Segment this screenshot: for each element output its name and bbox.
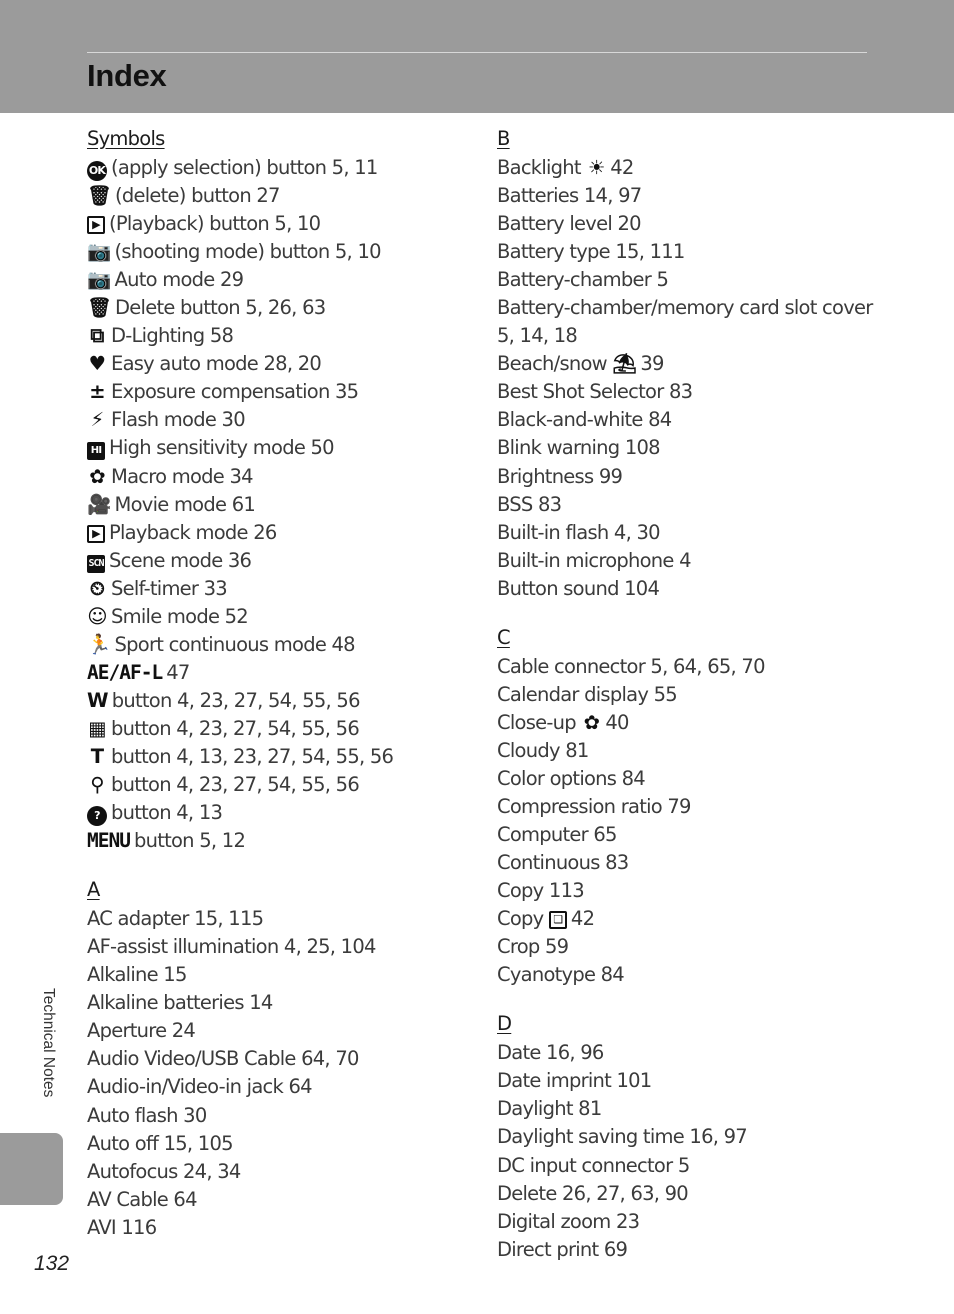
entry-text: (shooting mode) button 5, 10	[114, 240, 381, 264]
ok-icon: OK	[87, 161, 107, 181]
entry-text: Copy 113	[497, 879, 584, 903]
index-entry	[497, 849, 897, 877]
index-entry	[497, 575, 897, 603]
entry-text: 5, 14, 18	[497, 324, 578, 348]
index-entry	[497, 294, 897, 322]
entry-text: BSS 83	[497, 492, 562, 516]
zoom-tele-icon: T	[90, 744, 104, 768]
smile-icon: ☺	[87, 604, 107, 628]
entry-text: 39	[640, 352, 664, 376]
index-entry	[87, 827, 477, 855]
index-entry	[497, 322, 897, 350]
index-entry	[497, 1208, 897, 1236]
entry-text: button 5, 12	[133, 829, 246, 853]
index-entry	[497, 406, 897, 434]
index-entry	[87, 266, 477, 294]
entry-text: Cyanotype 84	[497, 963, 624, 987]
self-timer-icon: ⏲	[89, 576, 105, 600]
entry-text: Backlight	[497, 156, 581, 179]
entry-text: Built-in flash 4, 30	[497, 520, 660, 544]
entry-text: Flash mode 30	[111, 408, 245, 432]
entry-text: Easy auto mode 28, 20	[111, 352, 322, 376]
page-title: Index	[87, 58, 167, 93]
index-entry	[497, 765, 897, 793]
entry-text: Alkaline 15	[87, 963, 187, 987]
entry-text: Black-and-white 84	[497, 408, 672, 432]
beach-snow-icon: ⛱	[612, 352, 637, 376]
index-entry	[87, 631, 477, 659]
section-side-tab	[0, 1133, 63, 1205]
index-entry	[87, 1214, 477, 1242]
index-entry	[497, 1236, 897, 1264]
entry-text: (apply selection) button 5, 11	[111, 156, 378, 179]
entry-text: Battery level 20	[497, 212, 641, 236]
index-entry	[87, 547, 477, 575]
trash-icon: 🗑	[87, 184, 112, 208]
index-entry	[497, 933, 897, 961]
index-entry	[497, 1095, 897, 1123]
entry-text: Date 16, 96	[497, 1041, 604, 1065]
entry-text: 42	[610, 156, 634, 179]
entry-text: (Playback) button 5, 10	[109, 212, 321, 236]
camera-icon: 📷	[87, 240, 111, 264]
entry-text: Aperture 24	[87, 1019, 196, 1043]
section-heading	[497, 124, 897, 154]
entry-text: Digital zoom 23	[497, 1209, 640, 1233]
easy-auto-icon: ♥	[88, 352, 106, 376]
entry-text: Close-up	[497, 710, 576, 734]
entry-text: DC input connector 5	[497, 1153, 690, 1177]
entry-text: Continuous 83	[497, 851, 629, 875]
entry-text: Battery-chamber/memory card slot cover	[497, 296, 873, 320]
entry-text: Auto flash 30	[87, 1103, 207, 1127]
camera-icon: 📷	[87, 268, 111, 292]
entry-text: Crop 59	[497, 935, 569, 959]
index-entry	[87, 182, 477, 210]
entry-text: Button sound 104	[497, 576, 660, 600]
movie-icon: 🎥	[87, 492, 111, 516]
index-entry	[497, 378, 897, 406]
index-entry	[497, 154, 897, 182]
index-entry	[87, 519, 477, 547]
entry-text: 42	[570, 907, 595, 931]
index-entry	[87, 406, 477, 434]
playback-icon: ▶	[87, 216, 105, 234]
entry-text: Playback mode 26	[109, 520, 277, 544]
entry-text: Movie mode 61	[114, 492, 256, 516]
index-entry	[87, 1158, 477, 1186]
index-entry	[497, 1180, 897, 1208]
index-entry	[497, 238, 897, 266]
ae-af-lock-icon: AE/AF-L	[87, 660, 163, 684]
section-heading	[497, 1009, 897, 1039]
index-entry	[87, 1186, 477, 1214]
d-lighting-icon: ⧉	[90, 324, 104, 348]
index-entry	[87, 463, 477, 491]
index-entry	[497, 491, 897, 519]
index-column-right	[497, 124, 897, 1264]
index-entry	[497, 1152, 897, 1180]
index-entry	[497, 793, 897, 821]
entry-text: 40	[605, 710, 629, 734]
index-entry	[87, 575, 477, 603]
index-entry	[87, 1130, 477, 1158]
zoom-wide-icon: W	[87, 688, 108, 712]
entry-text: Battery type 15, 111	[497, 240, 685, 264]
index-entry	[497, 434, 897, 462]
page-header	[0, 0, 954, 113]
entry-text: Compression ratio 79	[497, 794, 691, 818]
index-entry	[497, 1123, 897, 1151]
entry-text: Direct print 69	[497, 1237, 628, 1261]
index-entry	[497, 519, 897, 547]
index-entry	[87, 350, 477, 378]
entry-text: Brightness 99	[497, 464, 623, 488]
entry-text: Audio-in/Video-in jack 64	[87, 1075, 312, 1099]
entry-text: button 4, 13, 23, 27, 54, 55, 56	[111, 744, 394, 768]
entry-text: button 4, 23, 27, 54, 55, 56	[111, 773, 359, 797]
section-heading-label: A	[87, 878, 100, 902]
section-side-label: Technical Notes	[40, 988, 57, 1098]
entry-text: button 4, 23, 27, 54, 55, 56	[111, 716, 359, 740]
magnify-icon: ⚲	[90, 773, 104, 797]
index-entry	[497, 1067, 897, 1095]
entry-text: Auto off 15, 105	[87, 1131, 233, 1155]
index-entry	[87, 771, 477, 799]
index-entry	[87, 378, 477, 406]
entry-text: button 4, 13	[111, 801, 223, 825]
entry-text: Scene mode 36	[109, 548, 252, 572]
index-entry	[87, 989, 477, 1017]
entry-text: Delete 26, 27, 63, 90	[497, 1181, 688, 1205]
playback-icon: ▶	[87, 525, 105, 543]
entry-text: Computer 65	[497, 823, 617, 847]
index-entry	[87, 491, 477, 519]
entry-text: Audio Video/USB Cable 64, 70	[87, 1047, 359, 1071]
index-entry	[87, 1017, 477, 1045]
entry-text: Daylight saving time 16, 97	[497, 1125, 747, 1149]
entry-text: Batteries 14, 97	[497, 184, 642, 208]
backlight-icon: ☀	[587, 156, 605, 179]
entry-text: Exposure compensation 35	[111, 380, 359, 404]
index-entry	[497, 1039, 897, 1067]
index-entry	[87, 1102, 477, 1130]
index-entry	[497, 210, 897, 238]
section-gap	[497, 989, 897, 1009]
entry-text: Sport continuous mode 48	[114, 632, 355, 656]
entry-text: AC adapter 15, 115	[87, 907, 264, 931]
high-sensitivity-icon: HI	[87, 442, 105, 460]
index-entry	[87, 659, 477, 687]
index-entry	[87, 154, 477, 182]
index-entry	[497, 877, 897, 905]
index-entry	[497, 681, 897, 709]
index-entry	[87, 322, 477, 350]
index-entry	[87, 603, 477, 631]
index-entry	[497, 905, 897, 933]
exposure-compensation-icon: ±	[89, 380, 105, 404]
menu-icon: MENU	[87, 829, 130, 853]
index-entry	[87, 434, 477, 462]
thumbnail-icon: ▦	[88, 716, 106, 740]
index-entry	[497, 737, 897, 765]
section-heading-label: B	[497, 127, 510, 150]
index-entry	[87, 905, 477, 933]
section-heading	[497, 623, 897, 653]
entry-text: Macro mode 34	[111, 464, 253, 488]
entry-text: Self-timer 33	[111, 576, 227, 600]
entry-text: Autofocus 24, 34	[87, 1159, 241, 1183]
entry-text: Delete button 5, 26, 63	[115, 296, 326, 320]
index-entry	[497, 961, 897, 989]
copy-icon: ❏	[549, 911, 567, 929]
index-entry	[87, 1045, 477, 1073]
entry-text: Battery-chamber 5	[497, 268, 669, 292]
index-entry	[87, 687, 477, 715]
close-up-icon: ✿	[583, 710, 600, 734]
entry-text: button 4, 23, 27, 54, 55, 56	[111, 688, 360, 712]
entry-text: AF-assist illumination 4, 25, 104	[87, 935, 376, 959]
help-icon: ?	[87, 806, 107, 826]
macro-icon: ✿	[89, 464, 105, 488]
section-heading	[87, 124, 477, 154]
section-gap	[497, 603, 897, 623]
entry-text: AV Cable 64	[87, 1187, 197, 1211]
trash-icon: 🗑	[87, 296, 112, 320]
index-entry	[87, 1073, 477, 1101]
entry-text: Cloudy 81	[497, 738, 589, 762]
index-entry	[497, 653, 897, 681]
index-entry	[87, 743, 477, 771]
index-entry	[87, 961, 477, 989]
section-heading-label: C	[497, 625, 510, 649]
entry-text: Best Shot Selector 83	[497, 380, 693, 404]
section-heading-label: Symbols	[87, 127, 165, 150]
section-heading	[87, 875, 477, 905]
index-entry	[87, 933, 477, 961]
entry-text: Blink warning 108	[497, 436, 660, 460]
section-gap	[87, 855, 477, 875]
index-entry	[497, 821, 897, 849]
header-rule	[87, 52, 867, 53]
entry-text: Smile mode 52	[111, 604, 248, 628]
section-heading-label: D	[497, 1012, 512, 1036]
index-column-left	[87, 124, 477, 1242]
index-entry	[87, 715, 477, 743]
index-entry	[497, 182, 897, 210]
entry-text: D-Lighting 58	[111, 324, 234, 348]
scene-icon: SCN	[87, 555, 105, 573]
entry-text: Cable connector 5, 64, 65, 70	[497, 654, 765, 678]
index-entry	[497, 266, 897, 294]
entry-text: Daylight 81	[497, 1097, 602, 1121]
entry-text: (delete) button 27	[115, 184, 280, 208]
index-entry	[497, 547, 897, 575]
entry-text: Alkaline batteries 14	[87, 991, 273, 1015]
entry-text: Built-in microphone 4	[497, 548, 691, 572]
entry-text: 47	[166, 660, 190, 684]
entry-text: Date imprint 101	[497, 1069, 652, 1093]
index-entry	[87, 210, 477, 238]
entry-text: AVI 116	[87, 1215, 157, 1239]
index-entry	[87, 238, 477, 266]
entry-text: Auto mode 29	[114, 268, 244, 292]
page-number: 132	[34, 1252, 70, 1275]
index-entry	[497, 350, 897, 378]
flash-icon: ⚡	[90, 408, 104, 432]
entry-text: High sensitivity mode 50	[109, 436, 334, 460]
entry-text: Color options 84	[497, 766, 645, 790]
entry-text: Calendar display 55	[497, 682, 677, 706]
index-entry	[497, 463, 897, 491]
sport-continuous-icon: 🏃	[87, 632, 111, 656]
index-entry	[87, 294, 477, 322]
index-entry	[87, 799, 477, 827]
index-entry	[497, 709, 897, 737]
entry-text: Copy	[497, 907, 544, 931]
entry-text: Beach/snow	[497, 352, 607, 376]
